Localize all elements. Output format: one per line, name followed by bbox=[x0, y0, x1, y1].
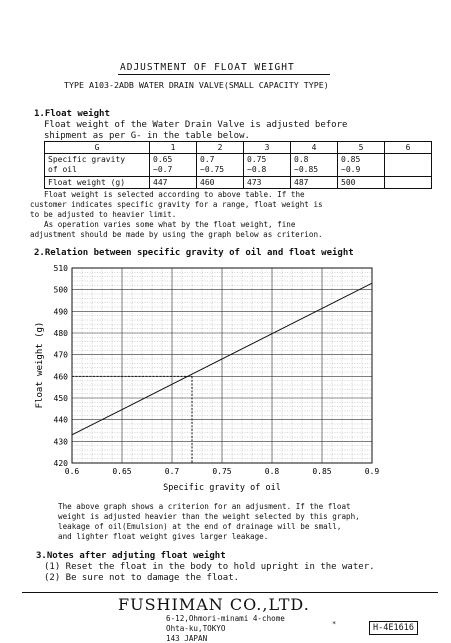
document-subtitle: TYPE A103-2ADB WATER DRAIN VALVE(SMALL CAPACITY TYPE) bbox=[64, 80, 329, 90]
table-row-float-weight bbox=[45, 177, 432, 189]
sg-cell bbox=[385, 154, 432, 177]
x-axis-label: Specific gravity of oil bbox=[163, 483, 281, 493]
fw-cell: 460 bbox=[197, 177, 244, 189]
sg-cell: 0.75 ~0.8 bbox=[244, 154, 291, 177]
y-tick-label: 460 bbox=[53, 372, 68, 382]
section1-line1: Float weight of the Water Drain Valve is adjusted before bbox=[44, 120, 348, 130]
company-address-line3: 143 JAPAN bbox=[166, 634, 208, 643]
section2-para1: The above graph shows a criterion for an adjusment. If the float bbox=[58, 502, 351, 511]
header-3: 3 bbox=[244, 142, 291, 154]
x-tick-label: 0.6 bbox=[64, 467, 80, 476]
y-tick-label: 420 bbox=[53, 459, 68, 468]
section1-note5: adjustment should be made by using the graph below as criterion. bbox=[30, 230, 323, 239]
y-tick-label: 440 bbox=[53, 415, 68, 425]
x-tick-label: 0.8 bbox=[264, 467, 280, 476]
section1-heading: 1.Float weight bbox=[34, 109, 110, 119]
header-2: 2 bbox=[197, 142, 244, 154]
x-tick-label: 0.7 bbox=[164, 467, 180, 476]
y-tick-label: 490 bbox=[53, 307, 68, 317]
fw-cell: 473 bbox=[244, 177, 291, 189]
section1-note1: Float weight is selected according to above table. If the bbox=[44, 190, 305, 199]
section1-note3: to be adjusted to heavier limit. bbox=[30, 210, 177, 219]
x-tick-label: 0.65 bbox=[112, 467, 132, 476]
header-g: G bbox=[45, 142, 150, 154]
x-tick-label: 0.75 bbox=[212, 467, 232, 476]
y-tick-labels bbox=[54, 264, 69, 468]
section2-para2: weight is adjusted heavier than the weight selected by this graph, bbox=[58, 512, 360, 521]
header-1: 1 bbox=[150, 142, 197, 154]
section1-line2: shipment as per G- in the table below. bbox=[44, 131, 250, 141]
section2-heading: 2.Relation between specific gravity of oil and float weight bbox=[34, 248, 354, 258]
company-address-line1: 6-12,Ohmori-minami 4-chome bbox=[166, 614, 285, 623]
sg-cell: 0.85 ~0.9 bbox=[338, 154, 385, 177]
y-tick-label: 450 bbox=[53, 394, 68, 403]
header-5: 5 bbox=[338, 142, 385, 154]
header-6: 6 bbox=[385, 142, 432, 154]
document-title: ADJUSTMENT OF FLOAT WEIGHT bbox=[120, 62, 295, 73]
section1-note4: As operation varies some what by the float weight, fine bbox=[44, 220, 296, 229]
title-underline bbox=[118, 74, 330, 75]
document-number: H-4E1616 bbox=[369, 621, 418, 635]
section2-para4: and lighter float weight gives larger leakage. bbox=[58, 532, 269, 541]
y-axis-label: Float weight (g) bbox=[35, 321, 45, 409]
table-header-row bbox=[45, 142, 432, 154]
sg-cell: 0.8 ~0.85 bbox=[291, 154, 338, 177]
section2-para3: leakage of oil(Emulsion) at the end of drainage will be small, bbox=[58, 522, 342, 531]
company-name: FUSHIMAN CO.,LTD. bbox=[118, 595, 310, 614]
fw-cell bbox=[385, 177, 432, 189]
stray-mark: * bbox=[332, 620, 337, 628]
sg-cell: 0.65 ~0.7 bbox=[150, 154, 197, 177]
table-row-specific-gravity bbox=[45, 154, 432, 177]
float-weight-table bbox=[44, 141, 432, 189]
fw-cell: 487 bbox=[291, 177, 338, 189]
y-tick-label: 500 bbox=[53, 285, 68, 295]
y-tick-label: 430 bbox=[53, 437, 68, 447]
fw-cell: 500 bbox=[338, 177, 385, 189]
x-tick-label: 0.85 bbox=[312, 467, 332, 476]
x-tick-labels bbox=[65, 467, 380, 476]
section3-heading: 3.Notes after adjuting float weight bbox=[36, 551, 226, 561]
float-weight-graph bbox=[34, 260, 394, 495]
sg-cell: 0.7 ~0.75 bbox=[197, 154, 244, 177]
company-address-line2: Ohta-ku,TOKYO bbox=[166, 624, 226, 633]
fw-cell: 447 bbox=[150, 177, 197, 189]
graph-grid bbox=[72, 268, 372, 463]
row-label-float-weight: Float weight (g) bbox=[45, 177, 150, 189]
footer-rule bbox=[22, 592, 438, 593]
x-tick-label: 0.9 bbox=[364, 467, 380, 476]
y-tick-label: 470 bbox=[53, 350, 68, 360]
section1-note2: customer indicates specific gravity for a range, float weight is bbox=[30, 200, 323, 209]
y-tick-label: 510 bbox=[53, 264, 68, 273]
section3-item1: (1) Reset the float in the body to hold upright in the water. bbox=[44, 562, 375, 572]
y-tick-label: 480 bbox=[53, 329, 68, 338]
section3-item2: (2) Be sure not to damage the float. bbox=[44, 573, 240, 583]
header-4: 4 bbox=[291, 142, 338, 154]
row-label-specific-gravity: Specific gravity of oil bbox=[45, 154, 150, 177]
